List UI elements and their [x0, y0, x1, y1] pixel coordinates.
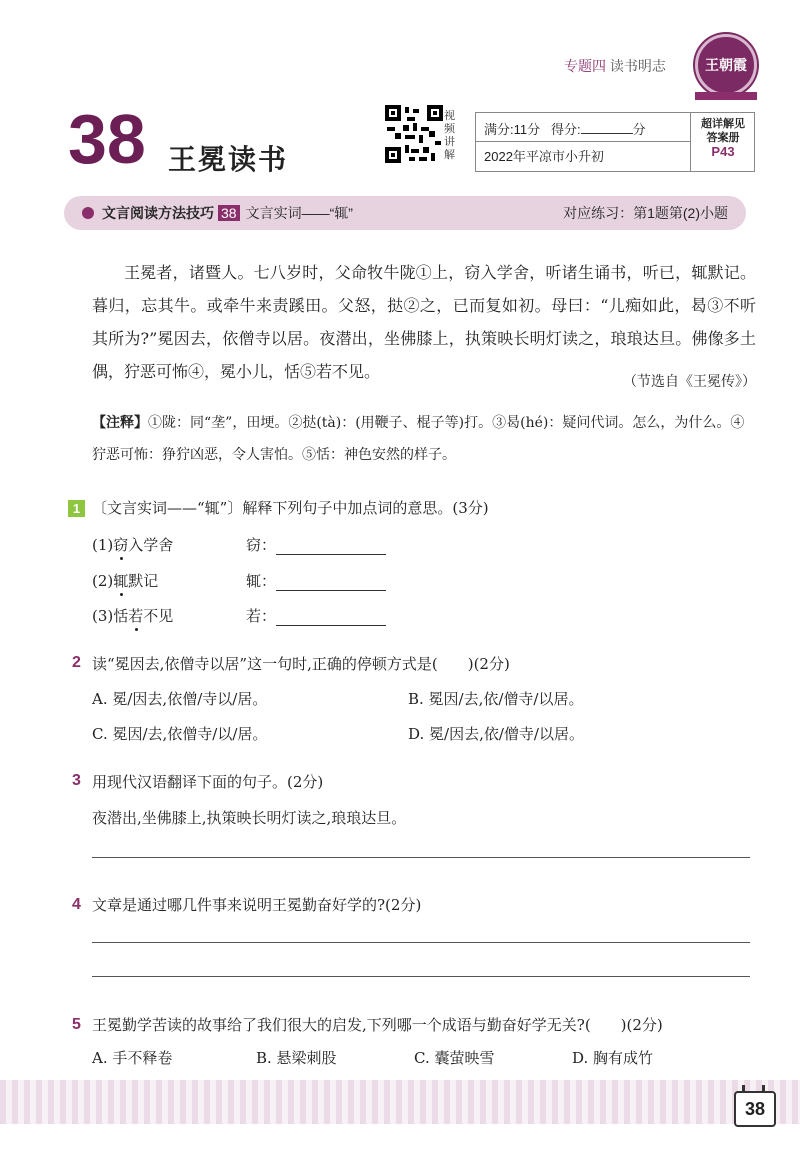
passage-source: （节选自《王冕传》）: [623, 374, 756, 390]
score-input[interactable]: [581, 121, 633, 134]
topic-label: 专题四: [564, 58, 606, 74]
q2-text: 读“冕因去,依僧寺以居”这一句时,正确的停顿方式是( )(2分): [92, 655, 510, 673]
q1-answer-2[interactable]: 辄：: [246, 570, 386, 591]
q5-option-c[interactable]: C. 囊萤映雪: [414, 1049, 495, 1067]
q3-text: 用现代汉语翻译下面的句子。(2分): [92, 773, 324, 791]
q4-answer-line-1[interactable]: [92, 942, 750, 943]
q2-option-a[interactable]: A. 冕/因去,依僧/寺以/居。: [92, 690, 268, 708]
full-score: 满分:11分: [484, 122, 541, 137]
q2-option-d[interactable]: D. 冕/因去,依/僧寺/以居。: [408, 725, 584, 743]
page-number: 38: [734, 1091, 776, 1127]
q3-answer-line[interactable]: [92, 857, 750, 858]
q4-text: 文章是通过哪几件事来说明王冕勤奋好学的?(2分): [92, 896, 422, 914]
exam-source: 2022年平凉市小升初: [484, 149, 604, 164]
banner-topic: 文言实词——“辄”: [245, 205, 353, 221]
q5-number: 5: [72, 1016, 81, 1033]
q4-answer-line-2[interactable]: [92, 976, 750, 977]
notes-text: ①陇：同“垄”，田埂。②挞(tà)：(用鞭子、棍子等)打。③曷(hé)：疑问代词。怎么，为什么。④狞恶可怖：狰狞凶恶，令人害怕。⑤恬：神色安然的样子。: [92, 415, 745, 463]
banner-practice: 对应练习：第1题第(2)小题: [563, 205, 728, 221]
q5-text: 王冕勤学苦读的故事给了我们很大的启发,下列哪一个成语与勤奋好学无关?( )(2分): [92, 1016, 663, 1034]
q1-text: 〔文言实词——“辄”〕解释下列句子中加点词的意思。(3分): [92, 499, 489, 517]
q5-option-b[interactable]: B. 悬梁刺股: [256, 1049, 337, 1067]
qr-code-icon[interactable]: [385, 105, 443, 163]
logo-ribbon: [695, 92, 757, 100]
bullet-icon: [82, 207, 94, 219]
passage-text: 王冕者，诸暨人。七八岁时，父命牧牛陇①上，窃入学舍，听诸生诵书，听已，辄默记。暮归，忘其牛。或牵牛来责蹊田。父怒，挞②之，已而复如初。母曰：“儿痴如此，曷③不听其所为?”冕因去，依僧寺以居。夜潜出，坐佛膝上，执策映长明灯读之，琅琅达旦。佛像多土偶，狞恶可怖④，冕小儿，恬⑤若不见。: [92, 263, 756, 381]
brand-logo: 王朝霞: [695, 34, 757, 96]
q1-answer-3[interactable]: 若：: [246, 605, 386, 626]
q1-answer-1[interactable]: 窃：: [246, 534, 386, 555]
q1-item-1: (1)窃入学舍: [92, 536, 174, 554]
banner-number: 38: [218, 205, 240, 221]
q3-number: 3: [72, 772, 81, 789]
q2-option-b[interactable]: B. 冕因/去,依/僧寺/以居。: [408, 690, 584, 708]
notes: [92, 407, 756, 471]
q1-item-3: (3)恬若不见: [92, 607, 174, 625]
lesson-number: 38: [68, 100, 146, 178]
score-row: [484, 119, 646, 138]
topic-header: [564, 56, 666, 76]
answer-reference: 超详解见 答案册 P43: [692, 117, 754, 159]
topic-name: 读书明志: [609, 58, 666, 74]
q2-option-c[interactable]: C. 冕因/去,依僧寺/以/居。: [92, 725, 268, 743]
q1-number: 1: [68, 500, 85, 517]
lesson-title: 王冕读书: [168, 144, 289, 175]
q1-item-2: (2)辄默记: [92, 572, 159, 590]
score-label: 得分:: [550, 122, 581, 137]
q2-number: 2: [72, 654, 81, 671]
answer-page: P43: [711, 144, 735, 159]
score-unit: 分: [632, 122, 646, 137]
q4-number: 4: [72, 896, 81, 913]
notes-tag: 【注释】: [92, 415, 148, 431]
q5-option-d[interactable]: D. 胸有成竹: [572, 1049, 654, 1067]
q5-option-a[interactable]: A. 手不释卷: [92, 1049, 173, 1067]
score-box: [475, 112, 755, 172]
method-banner: [64, 196, 746, 230]
qr-label: 视频讲解: [444, 110, 455, 161]
banner-title: 文言阅读方法技巧: [102, 205, 214, 221]
q3-sentence: 夜潜出,坐佛膝上,执策映长明灯读之,琅琅达旦。: [92, 809, 407, 827]
footer-band: [0, 1080, 800, 1124]
